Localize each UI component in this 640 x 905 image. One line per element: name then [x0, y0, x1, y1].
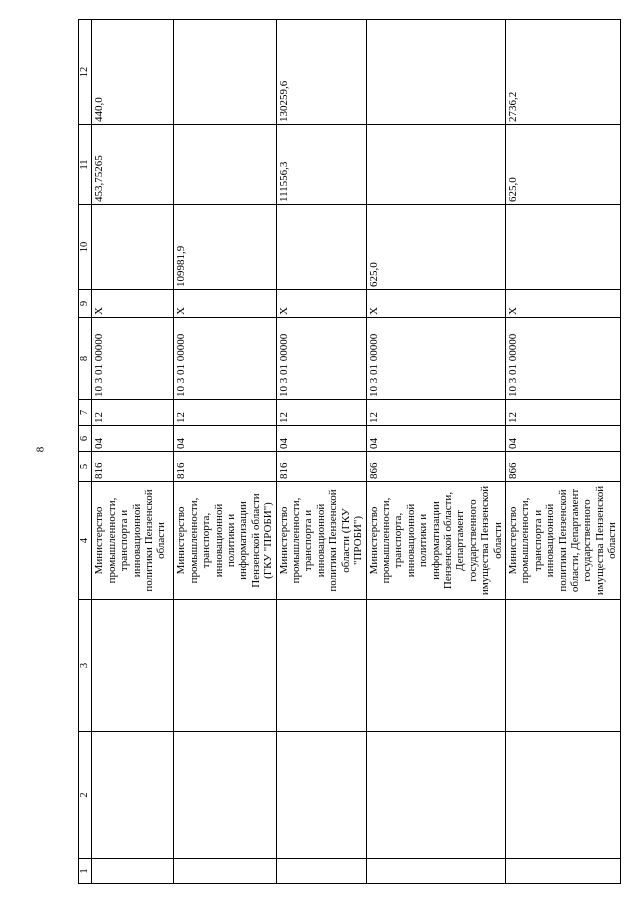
page-number: 8: [34, 446, 47, 453]
agency-cell: Министерство промышленности, транспорта и инновационной политики Пензенской области, Департамент государственного имущества Пензенской области: [505, 482, 620, 600]
table-row: [366, 20, 505, 884]
cell: 10 3 01 00000: [366, 318, 505, 400]
cell: [366, 125, 505, 205]
header-cell: 4: [79, 482, 92, 600]
cell: 816: [276, 452, 366, 482]
cell: X: [276, 290, 366, 318]
header-cell: 2: [79, 732, 92, 859]
cell: 04: [276, 426, 366, 452]
cell: 12: [174, 400, 276, 426]
cell: 10 3 01 00000: [505, 318, 620, 400]
cell: [366, 20, 505, 125]
cell: 625,0: [505, 125, 620, 205]
cell: [505, 732, 620, 859]
cell: [92, 732, 174, 859]
cell: 04: [366, 426, 505, 452]
header-cell: 3: [79, 600, 92, 732]
cell: 866: [366, 452, 505, 482]
cell: [366, 732, 505, 859]
cell: [276, 600, 366, 732]
cell: [92, 859, 174, 884]
cell: [174, 732, 276, 859]
cell: [505, 600, 620, 732]
agency-cell: Министерство промышленности, транспорта, инновационной политики и информатизации Пензенской области (ГКУ "ПРОБИ"): [174, 482, 276, 600]
header-cell: 5: [79, 452, 92, 482]
cell: 10 3 01 00000: [92, 318, 174, 400]
header-cell: 1: [79, 859, 92, 884]
cell: [276, 859, 366, 884]
cell: X: [505, 290, 620, 318]
cell: 453,75265: [92, 125, 174, 205]
cell: [366, 600, 505, 732]
cell: X: [174, 290, 276, 318]
cell: [174, 125, 276, 205]
table-row: [92, 20, 174, 884]
rotated-table-container: [78, 20, 619, 884]
table-frame: [78, 20, 619, 884]
cell: [174, 20, 276, 125]
cell: 130259,6: [276, 20, 366, 125]
cell: [276, 205, 366, 290]
cell: X: [92, 290, 174, 318]
cell: 04: [174, 426, 276, 452]
cell: [174, 859, 276, 884]
agency-cell: Министерство промышленности, транспорта и инновационной политики Пензенской области: [92, 482, 174, 600]
cell: 816: [92, 452, 174, 482]
cell: [174, 600, 276, 732]
cell: 04: [92, 426, 174, 452]
cell: 10 3 01 00000: [276, 318, 366, 400]
cell: [276, 732, 366, 859]
cell: X: [366, 290, 505, 318]
header-cell: 9: [79, 290, 92, 318]
table-row: [174, 20, 276, 884]
cell: [92, 205, 174, 290]
cell: 04: [505, 426, 620, 452]
cell: 109981,9: [174, 205, 276, 290]
header-row: [79, 20, 92, 884]
header-cell: 6: [79, 426, 92, 452]
cell: 440,0: [92, 20, 174, 125]
cell: 12: [366, 400, 505, 426]
cell: [366, 859, 505, 884]
cell: 12: [276, 400, 366, 426]
header-cell: 12: [79, 20, 92, 125]
cell: [92, 600, 174, 732]
table-row: [276, 20, 366, 884]
cell: [505, 859, 620, 884]
header-cell: 11: [79, 125, 92, 205]
header-cell: 10: [79, 205, 92, 290]
agency-cell: Министерство промышленности, транспорта, инновационной политики и информатизации Пензенской области, Департамент государственного имущества Пензенской области: [366, 482, 505, 600]
cell: 816: [174, 452, 276, 482]
cell: 625,0: [366, 205, 505, 290]
header-cell: 8: [79, 318, 92, 400]
cell: 2736,2: [505, 20, 620, 125]
table-row: [505, 20, 620, 884]
budget-table: [78, 19, 621, 884]
cell: 866: [505, 452, 620, 482]
agency-cell: Министерство промышленности, транспорта и инновационной политики Пензенской области (ГКУ "ПРОБИ"): [276, 482, 366, 600]
cell: 10 3 01 00000: [174, 318, 276, 400]
header-cell: 7: [79, 400, 92, 426]
cell: 12: [92, 400, 174, 426]
cell: [505, 205, 620, 290]
cell: 12: [505, 400, 620, 426]
cell: 111556,3: [276, 125, 366, 205]
